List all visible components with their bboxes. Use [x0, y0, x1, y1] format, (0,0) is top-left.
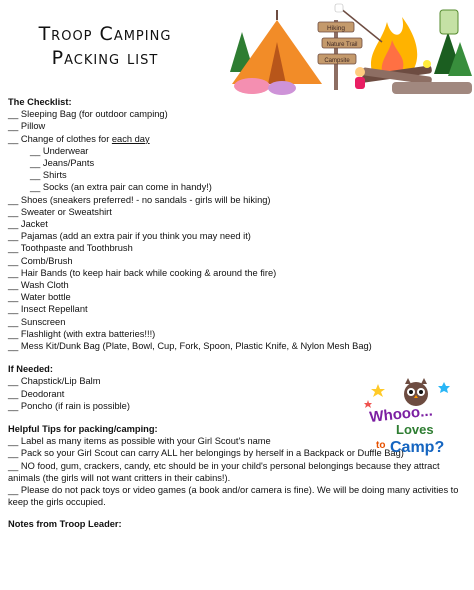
sign-hiking: Hiking [326, 25, 346, 32]
checklist-subitem: __ Socks (an extra pair can come in handy!) [30, 182, 212, 193]
log-bench [392, 82, 472, 94]
checklist-item: __ Shoes (sneakers preferred! - no sandals - girls will be hiking) [8, 194, 271, 205]
marshmallow [335, 4, 343, 12]
badge-line-3: to [376, 440, 386, 451]
whooo-loves-to-camp-badge [360, 378, 460, 458]
owl-icon [404, 378, 428, 406]
tips-heading: Helpful Tips for packing/camping: [8, 424, 158, 435]
if-needed-heading: If Needed: [8, 364, 53, 375]
star-icon [364, 400, 372, 408]
if-needed-item: __ Deodorant [8, 388, 65, 399]
badge-line-2: Loves [396, 422, 434, 437]
checklist-item: __ Comb/Brush [8, 255, 73, 266]
checklist-item: __ Insect Repellant [8, 304, 88, 315]
lantern [423, 60, 431, 68]
title-line-2: Packing list [51, 47, 159, 69]
checklist-item-clothes [8, 133, 468, 145]
checklist-item: __ Pillow [8, 121, 46, 132]
checklist-item: __ Flashlight (with extra batteries!!!) [8, 328, 156, 339]
tip-item: __ Pack so your Girl Scout can carry ALL her belongings by herself in a Backpack or Duffle Bag) [8, 448, 404, 459]
sleeping-bag-pink [234, 78, 270, 94]
tip-item: __ NO food, gum, crackers, candy, etc should be in your child's personal belongings because they attract animals (the girls will not want critters in their cabins!). [8, 460, 440, 483]
checklist-heading: The Checklist: [8, 97, 72, 107]
checklist-item: __ Sleeping Bag (for outdoor camping) [8, 109, 168, 120]
checklist-subitem: __ Underwear [30, 145, 89, 156]
page-title [10, 22, 200, 70]
checklist-subitem: __ Shirts [30, 170, 67, 181]
if-needed-item: __ Chapstick/Lip Balm [8, 376, 101, 387]
checklist-item: __ Pajamas (add an extra pair if you think you may need it) [8, 231, 251, 242]
campfire [362, 17, 432, 85]
campsite-illustration [222, 2, 472, 96]
checklist-item: __ Hair Bands (to keep hair back while cooking & around the fire) [8, 267, 277, 278]
title-line-1: Troop Camping [38, 23, 172, 45]
badge-line-4: Camp? [390, 439, 445, 456]
checklist-item: __ Wash Cloth [8, 280, 69, 291]
checklist-item: __ Toothpaste and Toothbrush [8, 243, 133, 254]
clothes-prefix: __ Change of clothes for [8, 133, 112, 144]
lantern-jar [440, 10, 458, 34]
star-icon [438, 382, 450, 393]
sign-nature-trail: Nature Trail [326, 42, 358, 48]
checklist-document [8, 96, 468, 530]
checklist-subitem: __ Jeans/Pants [30, 158, 95, 169]
camper-girl [355, 67, 365, 89]
notes-heading: Notes from Troop Leader: [8, 518, 122, 529]
sign-campsite: Campsite [324, 58, 350, 64]
clothes-underlined: each day [111, 133, 150, 144]
checklist-item: __ Sunscreen [8, 316, 66, 327]
badge-line-1: Whooo... [368, 402, 434, 426]
star-icon [371, 384, 385, 397]
checklist-item: __ Mess Kit/Dunk Bag (Plate, Bowl, Cup, Fork, Spoon, Plastic Knife, & Nylon Mesh Bag) [8, 341, 372, 352]
tip-item: __ Please do not pack toys or video games (a book and/or camera is fine). We will be doing many activities to keep the girls occupied. [8, 485, 459, 508]
checklist-item: __ Water bottle [8, 292, 71, 303]
tip-item: __ Label as many items as possible with your Girl Scout's name [8, 436, 271, 447]
sleeping-bag-purple [268, 81, 296, 95]
checklist-item: __ Sweater or Sweatshirt [8, 206, 112, 217]
if-needed-item: __ Poncho (if rain is possible) [8, 400, 130, 411]
signpost [318, 22, 362, 64]
checklist-item: __ Jacket [8, 219, 48, 230]
